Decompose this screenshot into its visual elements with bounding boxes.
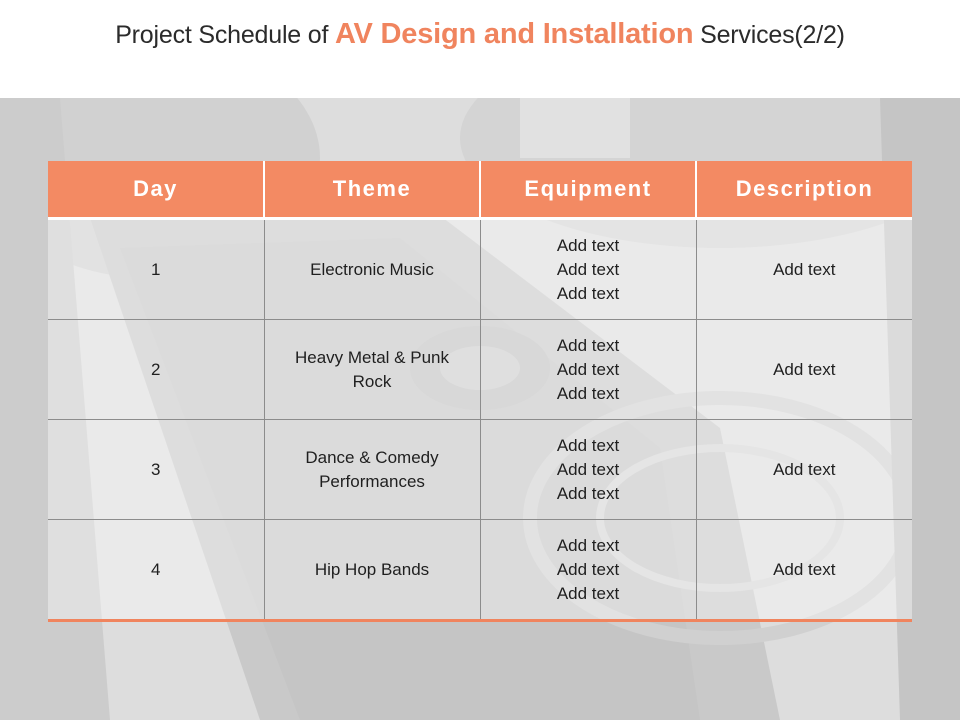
table-row [48, 420, 912, 520]
title-prefix: Project Schedule of [115, 21, 335, 49]
equipment-line: Add text [556, 259, 620, 279]
equipment-line: Add text [556, 559, 620, 579]
header-day: Day [48, 161, 264, 219]
cell-description: Add text [696, 320, 912, 420]
cell-equipment [480, 520, 696, 621]
table-header-row [48, 161, 912, 219]
equipment-line: Add text [556, 535, 620, 555]
equipment-line: Add text [556, 235, 620, 255]
header-theme: Theme [264, 161, 480, 219]
equipment-line: Add text [556, 359, 620, 379]
equipment-line: Add text [556, 583, 620, 603]
cell-description: Add text [696, 219, 912, 320]
equipment-line: Add text [556, 283, 620, 303]
cell-description: Add text [696, 420, 912, 520]
cell-equipment [480, 420, 696, 520]
equipment-line: Add text [556, 335, 620, 355]
equipment-line: Add text [556, 483, 620, 503]
title-bar [0, 0, 960, 98]
header-equipment: Equipment [480, 161, 696, 219]
cell-day: 4 [48, 520, 264, 621]
table-row [48, 219, 912, 320]
cell-description: Add text [696, 520, 912, 621]
table-row [48, 520, 912, 621]
cell-theme: Electronic Music [264, 219, 480, 320]
title-suffix: Services(2/2) [693, 21, 845, 49]
header-description: Description [696, 161, 912, 219]
schedule-table [48, 161, 912, 622]
equipment-line: Add text [556, 383, 620, 403]
cell-equipment [480, 320, 696, 420]
cell-theme: Hip Hop Bands [264, 520, 480, 621]
title-accent: AV Design and Installation [334, 18, 694, 50]
table-row [48, 320, 912, 420]
slide-title [0, 18, 960, 51]
cell-day: 3 [48, 420, 264, 520]
cell-theme: Dance & Comedy Performances [264, 420, 480, 520]
cell-equipment [480, 219, 696, 320]
cell-theme: Heavy Metal & Punk Rock [264, 320, 480, 420]
cell-day: 2 [48, 320, 264, 420]
cell-day: 1 [48, 219, 264, 320]
equipment-line: Add text [556, 459, 620, 479]
equipment-line: Add text [556, 435, 620, 455]
